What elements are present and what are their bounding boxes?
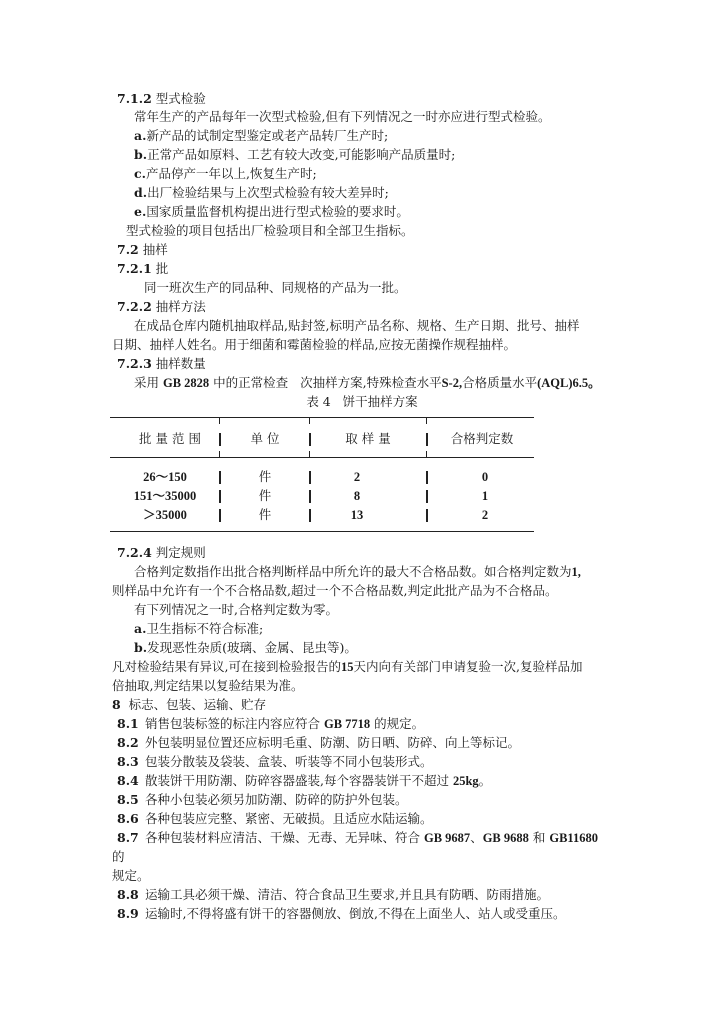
clause-text: 散装饼干用防潮、防碎容器盛装,每个容器装饼干不超过 bbox=[145, 773, 453, 788]
section-number: 7.2.4 bbox=[117, 545, 152, 560]
paragraph-line: 在成品仓库内随机抽取样品,贴封签,标明产品名称、规格、生产日期、批号、抽样 bbox=[134, 318, 580, 333]
col-tick bbox=[219, 418, 220, 424]
section-title: 判定规则 bbox=[155, 545, 206, 560]
col-tick bbox=[309, 418, 310, 424]
heading-7-2-1 bbox=[117, 260, 168, 278]
clause-8-6 bbox=[117, 810, 433, 828]
clause-8-3 bbox=[117, 753, 433, 771]
table-header-cell: 取 样 量 bbox=[345, 431, 391, 446]
clause-number: 8.7 bbox=[117, 830, 139, 845]
clause-text: 和 bbox=[532, 830, 546, 845]
clause-number: 8.1 bbox=[117, 716, 139, 731]
section-number: 7.2 bbox=[117, 242, 139, 257]
inspection-level: S-2, bbox=[441, 376, 463, 390]
clause-text: 包装分散装及袋装、盒装、听装等不同小包装形式。 bbox=[145, 754, 433, 769]
list-marker: a. bbox=[134, 128, 147, 143]
table-caption bbox=[0, 393, 724, 411]
clause-number: 8.5 bbox=[117, 792, 139, 807]
col-separator bbox=[219, 509, 221, 522]
list-item bbox=[134, 203, 409, 221]
clause-8-2 bbox=[117, 734, 520, 752]
section-number: 7.2.3 bbox=[117, 356, 152, 371]
paragraph-line bbox=[134, 563, 581, 581]
paragraph-line: 则样品中允许有一个不合格品数,超过一个不合格品数,判定此批产品为不合格品。 bbox=[112, 583, 558, 598]
table-cell: 1 bbox=[481, 489, 489, 503]
table-header-cell: 合格判定数 bbox=[450, 431, 514, 446]
clause-8-8 bbox=[117, 886, 549, 904]
table-header-rule bbox=[110, 457, 534, 458]
clause-text: 。 bbox=[478, 773, 492, 788]
paragraph-line bbox=[112, 658, 582, 676]
table-cell: 13 bbox=[350, 508, 364, 522]
table-cell: 件 bbox=[258, 488, 272, 503]
heading-7-2-3 bbox=[117, 355, 206, 373]
col-separator bbox=[219, 490, 221, 503]
table-bottom-rule bbox=[110, 531, 534, 532]
list-item bbox=[134, 127, 388, 145]
clause-text: 运输工具必须干燥、清洁、符合食品卫生要求,并且具有防晒、防雨措施。 bbox=[145, 887, 549, 902]
col-separator bbox=[426, 433, 428, 446]
paragraph-line: 倍抽取,判定结果以复验结果为准。 bbox=[112, 678, 304, 693]
list-marker: d. bbox=[134, 185, 148, 200]
clause-text: 销售包装标签的标注内容应符合 bbox=[145, 716, 324, 731]
section-number: 7.2.1 bbox=[117, 261, 152, 276]
heading-8 bbox=[112, 696, 266, 714]
clause-number: 8.4 bbox=[117, 773, 139, 788]
clause-text: 运输时,不得将盛有饼干的容器侧放、倒放,不得在上面坐人、站人或受重压。 bbox=[145, 906, 566, 921]
col-separator bbox=[219, 433, 221, 446]
text-run: 合格判定数指作出批合格判断样品中所允许的最大不合格品数。如合格判定数为 bbox=[134, 564, 572, 579]
table-top-rule bbox=[110, 417, 534, 418]
paragraph: 同一班次生产的同品种、同规格的产品为一批。 bbox=[144, 280, 407, 295]
table-cell: 件 bbox=[258, 469, 272, 484]
weight-limit: 25kg bbox=[452, 774, 479, 788]
list-item bbox=[134, 146, 455, 164]
list-item bbox=[134, 165, 317, 183]
section-title: 批 bbox=[155, 261, 169, 276]
clause-number: 8.9 bbox=[117, 906, 139, 921]
clause-continuation: 规定。 bbox=[112, 868, 150, 883]
clause-number: 8.2 bbox=[117, 735, 139, 750]
paragraph-line: 日期、抽样人姓名。用于细菌和霉菌检验的样品,应按无菌操作规程抽样。 bbox=[112, 337, 516, 352]
list-marker: a. bbox=[134, 621, 147, 636]
list-text: 正常产品如原料、工艺有较大改变,可能影响产品质量时; bbox=[147, 147, 456, 162]
section-title: 抽样数量 bbox=[155, 356, 206, 371]
col-separator bbox=[309, 509, 311, 522]
clause-text: 各种包装应完整、紧密、无破损。且适应水陆运输。 bbox=[145, 811, 433, 826]
table-number: 表 4 bbox=[306, 394, 331, 409]
list-text: 卫生指标不符合标准; bbox=[146, 621, 264, 636]
standard-code: GB11680 bbox=[549, 831, 598, 845]
paragraph: 常年生产的产品每年一次型式检验,但有下列情况之一时亦应进行型式检验。 bbox=[134, 109, 551, 124]
list-marker: e. bbox=[134, 204, 147, 219]
clause-number: 8.8 bbox=[117, 887, 139, 902]
clause-continuation: 的 bbox=[112, 849, 125, 864]
list-item bbox=[134, 639, 357, 657]
section-title: 抽样方法 bbox=[155, 299, 206, 314]
col-separator bbox=[426, 509, 428, 522]
text-run: 次抽样方案,特殊检查水平 bbox=[300, 375, 442, 390]
paragraph: 型式检验的项目包括出厂检验项目和全部卫生指标。 bbox=[126, 223, 414, 238]
table-cell: 2 bbox=[481, 508, 489, 522]
col-tick bbox=[426, 418, 427, 424]
heading-7-2-2 bbox=[117, 298, 206, 316]
table-cell: ＞35000 bbox=[143, 508, 187, 522]
number-run: 1, bbox=[571, 565, 581, 579]
col-separator bbox=[309, 471, 311, 484]
section-number: 8 bbox=[112, 697, 121, 712]
list-text: 出厂检验结果与上次型式检验有较大差异时; bbox=[147, 185, 389, 200]
col-separator bbox=[219, 471, 221, 484]
clause-text: 各种包装材料应清洁、干燥、无毒、无异味、符合 bbox=[145, 830, 421, 845]
text-run: 合格质量水平 bbox=[462, 375, 538, 390]
table-cell: 2 bbox=[353, 470, 361, 484]
text-run: 中的正常检查 bbox=[213, 375, 289, 390]
list-text: 发现恶性杂质(玻璃、金属、昆虫等)。 bbox=[147, 640, 357, 655]
clause-number: 8.6 bbox=[117, 811, 139, 826]
clause-text: 、 bbox=[470, 830, 483, 845]
standard-code: GB 7718 bbox=[323, 717, 371, 731]
list-marker: b. bbox=[134, 147, 148, 162]
text-run: 采用 bbox=[134, 375, 160, 390]
clause-8-1 bbox=[117, 715, 424, 733]
clause-text: 各种小包装必须另加防潮、防碎的防护外包装。 bbox=[145, 792, 408, 807]
col-separator bbox=[426, 471, 428, 484]
list-marker: b. bbox=[134, 640, 148, 655]
table-cell: 0 bbox=[481, 470, 489, 484]
clause-8-5 bbox=[117, 791, 408, 809]
list-text: 产品停产一年以上,恢复生产时; bbox=[145, 166, 317, 181]
col-separator bbox=[426, 490, 428, 503]
table-title: 饼干抽样方案 bbox=[342, 394, 418, 409]
list-item bbox=[134, 620, 263, 638]
text-run: 天内向有关部门申请复验一次,复验样品加 bbox=[353, 659, 583, 674]
table-cell: 26～150 bbox=[143, 470, 187, 484]
table-header-cell: 批 量 范 围 bbox=[139, 431, 201, 446]
table-cell: 件 bbox=[258, 507, 272, 522]
standard-code: GB 2828 bbox=[163, 376, 210, 390]
clause-text: 外包装明显位置还应标明毛重、防潮、防日晒、防碎、向上等标记。 bbox=[145, 735, 521, 750]
section-title: 型式检验 bbox=[155, 91, 206, 106]
list-item bbox=[134, 184, 389, 202]
clause-text: 的规定。 bbox=[370, 716, 425, 731]
heading-7-2-4 bbox=[117, 544, 206, 562]
standard-code: GB 9688 bbox=[482, 831, 529, 845]
clause-8-9 bbox=[117, 905, 565, 923]
paragraph bbox=[134, 374, 601, 392]
section-number: 7.1.2 bbox=[117, 91, 152, 106]
clause-number: 8.3 bbox=[117, 754, 139, 769]
list-text: 国家质量监督机构提出进行型式检验的要求时。 bbox=[146, 204, 409, 219]
text-run: 凡对检验结果有异议,可在接到检验报告的 bbox=[112, 659, 341, 674]
number-run: 15 bbox=[340, 660, 354, 674]
col-separator bbox=[309, 490, 311, 503]
table-cell: 8 bbox=[353, 489, 361, 503]
heading-7-2 bbox=[117, 241, 168, 259]
section-number: 7.2.2 bbox=[117, 299, 152, 314]
clause-8-7 bbox=[117, 829, 598, 847]
heading-7-1-2 bbox=[117, 90, 206, 108]
list-marker: c. bbox=[134, 166, 146, 181]
clause-8-4 bbox=[117, 772, 491, 790]
list-text: 新产品的试制定型鉴定或老产品转厂生产时; bbox=[146, 128, 389, 143]
standard-code: GB 9687 bbox=[424, 831, 471, 845]
paragraph: 有下列情况之一时,合格判定数为零。 bbox=[134, 602, 338, 617]
table-header-cell: 单 位 bbox=[250, 431, 280, 446]
aql-value: (AQL)6.5。 bbox=[537, 376, 601, 390]
table-cell: 151～35000 bbox=[133, 489, 197, 503]
section-title: 标志、包装、运输、贮存 bbox=[128, 697, 267, 712]
section-title: 抽样 bbox=[142, 242, 168, 257]
col-separator bbox=[309, 433, 311, 446]
